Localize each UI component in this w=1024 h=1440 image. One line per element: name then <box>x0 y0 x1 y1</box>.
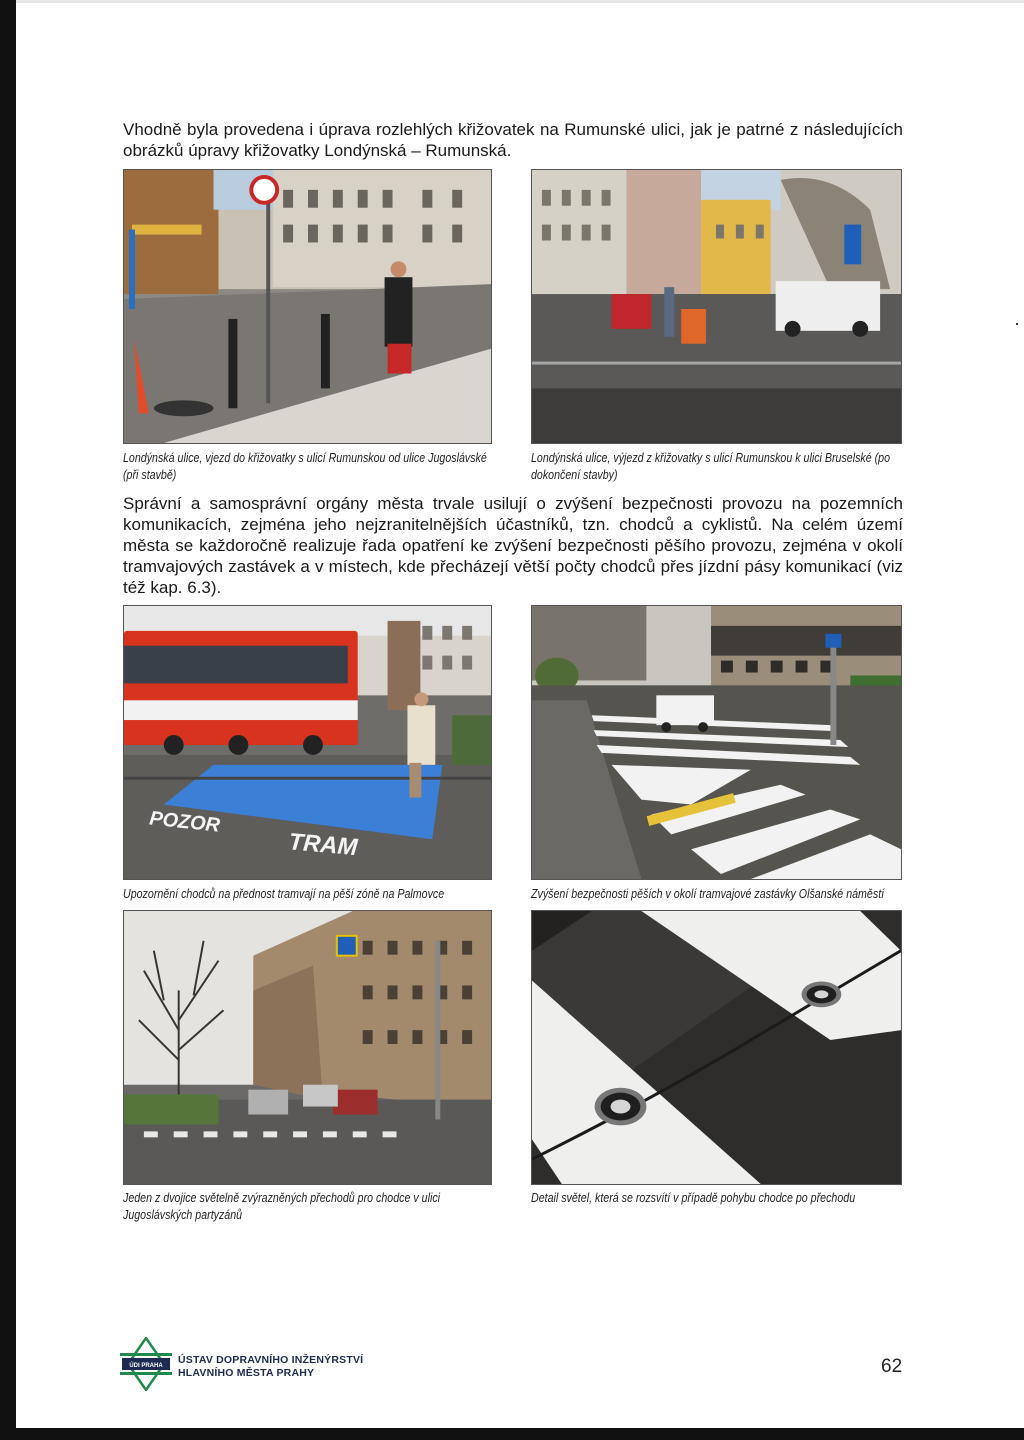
intro-paragraph: Vhodně byla provedena i úprava rozlehlých křižovatek na Rumunské ulici, jak je patrné z následujících obrázků úpravy křižovatky Londýnská – Rumunská. <box>123 120 903 160</box>
udi-praha-logo <box>117 1337 175 1391</box>
caption-photo-1: Londýnská ulice, vjezd do křižovatky s ulicí Rumunskou od ulice Jugoslávské (při stavbě) <box>123 450 487 482</box>
svg-text:ÚDI PRAHA: ÚDI PRAHA <box>129 1363 163 1369</box>
photo-olsanske-crossing <box>531 605 902 880</box>
caption-photo-6: Detail světel, která se rozsvítí v případě pohybu chodce po přechodu <box>531 1190 856 1205</box>
caption-photo-5: Jeden z dvojice světelně zvýrazněných přechodů pro chodce v ulici Jugoslávských partyzánů <box>123 1190 441 1222</box>
body-paragraph: Správní a samosprávní orgány města trvale usilují o zvýšení bezpečnosti provozu na pozemních komunikacích, zejména jeho nejzranitelnějších účastníků, tzn. chodců a cyklistů. Na celém území města se každoročně realizuje řada opatření ke zvýšení bezpečnosti pěšího provozu, zejména v okolí tramvajových zastávek a v místech, kde přecházejí větší počty chodců přes jízdní pásy komunikací (viz též kap. 6.3). <box>123 494 903 597</box>
caption-photo-2: Londýnská ulice, výjezd z křižovatky s ulicí Rumunskou k ulici Bruselské (po dokončení stavby) <box>531 450 891 482</box>
road-text-tram: TRAM <box>287 828 359 862</box>
scan-speck <box>1016 323 1018 325</box>
photo-londynska-completed <box>531 169 902 444</box>
scan-edge-left <box>0 0 16 1430</box>
organization-name-line-2: HLAVNÍHO MĚSTA PRAHY <box>178 1367 315 1379</box>
organization-name <box>178 1354 363 1380</box>
photo-londynska-construction <box>123 169 492 444</box>
caption-photo-4: Zvýšení bezpečnosti pěších v okolí tramvajové zastávky Olšanské náměstí <box>531 886 885 901</box>
scan-edge-bottom <box>0 1428 1024 1440</box>
photo-crosswalk-lights <box>531 910 902 1185</box>
scan-edge-top <box>16 0 1024 3</box>
caption-photo-3: Upozornění chodců na přednost tramvají na pěší zóně na Palmovce <box>123 886 445 901</box>
organization-name-line-1: ÚSTAV DOPRAVNÍHO INŽENÝRSTVÍ <box>178 1354 364 1366</box>
photo-jugoslavskych-partyzanu <box>123 910 492 1185</box>
road-text-pozor: POZOR <box>148 807 221 837</box>
photo-palmovka-tram <box>123 605 492 880</box>
page-number: 62 <box>881 1356 903 1377</box>
